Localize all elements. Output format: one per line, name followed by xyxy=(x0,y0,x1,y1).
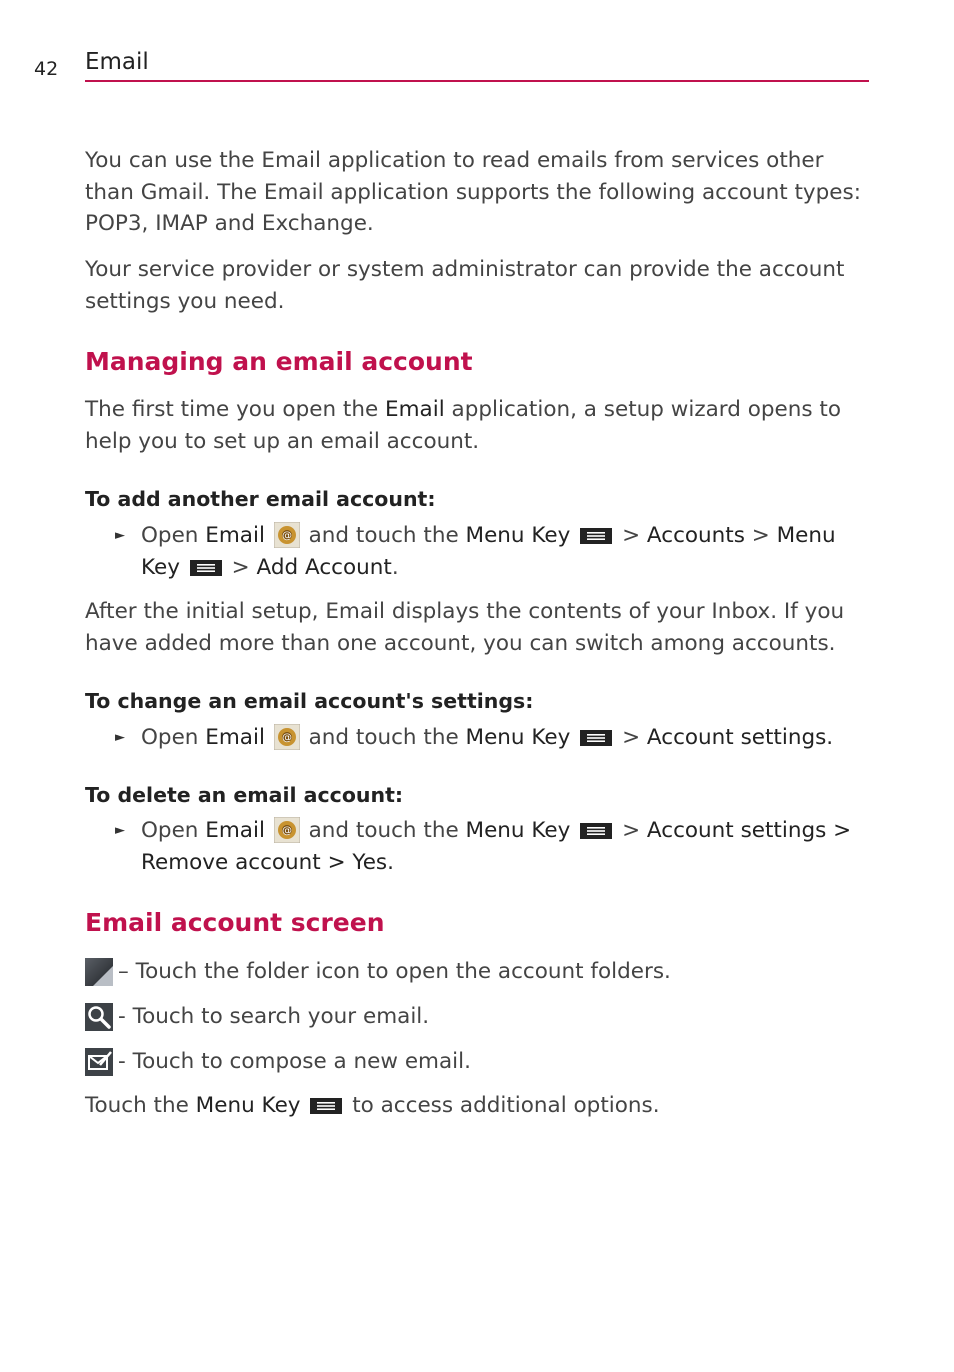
email-app-icon xyxy=(274,522,300,548)
separator: > xyxy=(744,523,777,548)
open-text: Open xyxy=(141,725,206,750)
email-app-icon xyxy=(274,817,300,843)
separator: > xyxy=(622,725,647,750)
intro-paragraph-1: You can use the Email application to read emails from services other than Gmail. The Email application supports the following account types: POP3, IMAP and Exchange. xyxy=(85,148,861,236)
search-description: - Touch to search your email. xyxy=(118,1004,430,1029)
change-step-text xyxy=(141,722,861,754)
folder-icon xyxy=(85,958,113,986)
search-icon xyxy=(85,1003,113,1031)
separator: > xyxy=(622,818,647,843)
accounts-label: Accounts xyxy=(646,523,745,548)
screen-heading: Email account screen xyxy=(85,908,385,937)
svg-text:@: @ xyxy=(281,530,292,542)
managing-heading: Managing an email account xyxy=(85,347,473,376)
delete-heading: To delete an email account: xyxy=(85,783,404,807)
managing-paragraph xyxy=(85,394,875,457)
menu-key-label: Menu Key xyxy=(465,818,571,843)
add-heading: To add another email account: xyxy=(85,487,436,511)
menu-key-label: Menu Key xyxy=(465,725,571,750)
add-step-text xyxy=(141,520,861,583)
menu-key-icon xyxy=(580,528,612,544)
period: . xyxy=(391,554,399,580)
menu-key-label: Menu Key xyxy=(465,523,571,548)
delete-step-text xyxy=(141,815,861,878)
email-label: Email xyxy=(205,818,265,843)
email-label: Email xyxy=(205,725,265,750)
menu-key-icon xyxy=(580,823,612,839)
header-rule xyxy=(85,80,869,82)
managing-text-before: The first time you open the xyxy=(85,397,386,422)
menu-key-icon xyxy=(310,1098,342,1114)
account-settings-label: Account settings. xyxy=(646,725,834,750)
separator: > xyxy=(231,554,257,580)
managing-email-bold: Email xyxy=(385,397,445,422)
touch-text: and touch the xyxy=(308,523,466,548)
compose-icon xyxy=(85,1048,113,1076)
change-heading: To change an email account's settings: xyxy=(85,689,534,713)
svg-text:@: @ xyxy=(281,825,292,837)
touch-text: and touch the xyxy=(308,725,466,750)
touch-text: and touch the xyxy=(308,818,466,843)
open-text: Open xyxy=(141,818,206,843)
page-number: 42 xyxy=(34,58,59,80)
menu-text-after: to access additional options. xyxy=(352,1093,660,1118)
section-title: Email xyxy=(85,49,149,75)
email-app-icon xyxy=(274,724,300,750)
menu-key-paragraph xyxy=(85,1090,875,1122)
intro-paragraph-2: Your service provider or system administrator can provide the account settings you need. xyxy=(85,257,845,314)
bullet-arrow-icon: ► xyxy=(115,823,125,838)
menu-key-icon xyxy=(190,560,222,576)
add-account-label: Add Account xyxy=(256,554,392,580)
add-after-paragraph: After the initial setup, Email displays the contents of your Inbox. If you have added more than one account, you can switch among accounts. xyxy=(85,599,845,656)
email-label: Email xyxy=(205,523,265,548)
folder-description: – Touch the folder icon to open the account folders. xyxy=(118,959,671,984)
managing-text-after: application, a setup wizard opens to help you to set up an email account. xyxy=(85,397,841,454)
open-text: Open xyxy=(141,523,206,548)
svg-text:@: @ xyxy=(281,732,292,744)
separator: > xyxy=(622,523,647,548)
menu-key-icon xyxy=(580,730,612,746)
menu-key-label-2: Menu Key xyxy=(141,523,836,580)
bullet-arrow-icon: ► xyxy=(115,528,125,543)
delete-path-label: Account settings > Remove account > Yes. xyxy=(141,818,852,875)
bullet-arrow-icon: ► xyxy=(115,730,125,745)
menu-text-before: Touch the xyxy=(85,1093,196,1118)
compose-description: - Touch to compose a new email. xyxy=(118,1049,471,1074)
menu-key-label: Menu Key xyxy=(195,1093,301,1118)
